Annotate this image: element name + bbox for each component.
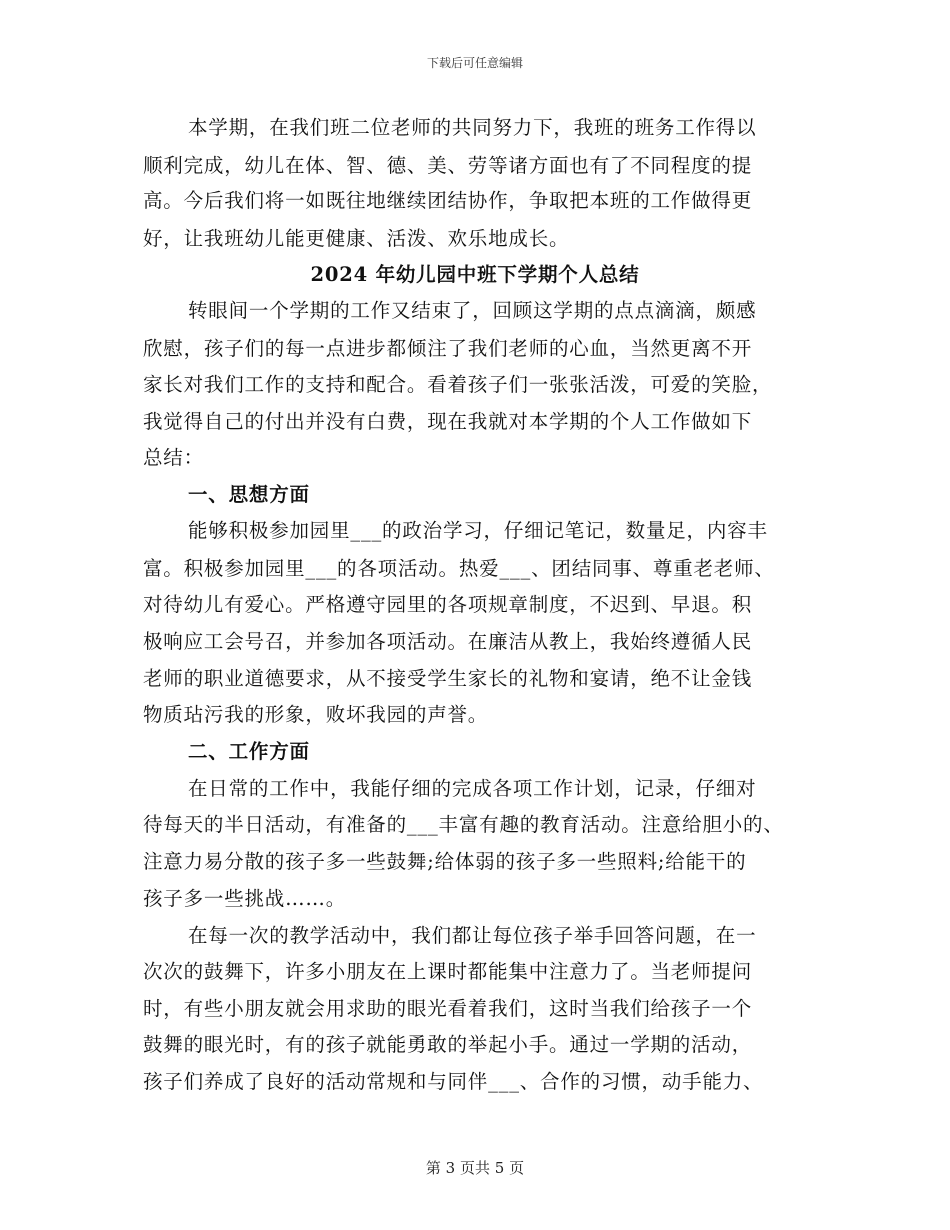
paragraph-line: 在每一次的教学活动中，我们都让每位孩子举手回答问题，在一: [188, 924, 757, 947]
section-title: 2024 年幼儿园中班下学期个人总结: [310, 263, 640, 286]
paragraph-line: 总结：: [143, 446, 204, 469]
paragraph-line: 孩子们养成了良好的活动常规和与同伴___、合作的习惯，动手能力、: [143, 1070, 764, 1093]
paragraph-line: 待每天的半日活动，有准备的___丰富有趣的教育活动。注意给胆小的、: [143, 813, 784, 836]
subsection-heading: 二、工作方面: [188, 740, 310, 763]
page-number: 第 3 页共 5 页: [425, 1159, 525, 1177]
paragraph-line: 次次的鼓舞下，许多小朋友在上课时都能集中注意力了。当老师提问: [143, 960, 753, 983]
paragraph-line: 孩子多一些挑战……。: [143, 887, 346, 910]
paragraph-line: 高。今后我们将一如既往地继续团结协作，争取把本班的工作做得更: [143, 189, 753, 212]
paragraph-line: 时，有些小朋友就会用求助的眼光看着我们，这时当我们给孩子一个: [143, 997, 753, 1020]
subsection-heading: 一、思想方面: [188, 483, 310, 506]
paragraph-line: 本学期，在我们班二位老师的共同努力下，我班的班务工作得以: [188, 116, 757, 139]
paragraph-line: 在日常的工作中，我能仔细的完成各项工作计划，记录，仔细对: [188, 777, 757, 800]
paragraph-line: 对待幼儿有爱心。严格遵守园里的各项规章制度，不迟到、早退。积: [143, 593, 753, 616]
paragraph-line: 好，让我班幼儿能更健康、活泼、欢乐地成长。: [143, 227, 570, 250]
paragraph-line: 家长对我们工作的支持和配合。看着孩子们一张张活泼，可爱的笑脸，: [143, 373, 773, 396]
page-header: 下载后可任意编辑: [426, 56, 523, 70]
paragraph-line: 顺利完成，幼儿在体、智、德、美、劳等诸方面也有了不同程度的提: [143, 154, 753, 177]
paragraph-line: 极响应工会号召，并参加各项活动。在廉洁从教上，我始终遵循人民: [143, 630, 753, 653]
paragraph-line: 鼓舞的眼光时，有的孩子就能勇敢的举起小手。通过一学期的活动，: [143, 1033, 753, 1056]
paragraph-line: 富。积极参加园里___的各项活动。热爱___、团结同事、尊重老老师、: [143, 557, 775, 580]
paragraph-line: 注意力易分散的孩子多一些鼓舞;给体弱的孩子多一些照料;给能干的: [143, 850, 747, 873]
paragraph-line: 转眼间一个学期的工作又结束了，回顾这学期的点点滴滴，颇感: [188, 299, 757, 322]
paragraph-line: 物质玷污我的形象，败坏我园的声誉。: [143, 703, 489, 726]
paragraph-line: 我觉得自己的付出并没有白费，现在我就对本学期的个人工作做如下: [143, 410, 753, 433]
paragraph-line: 欣慰，孩子们的每一点进步都倾注了我们老师的心血，当然更离不开: [143, 337, 753, 360]
paragraph-line: 老师的职业道德要求，从不接受学生家长的礼物和宴请，绝不让金钱: [143, 667, 753, 690]
paragraph-line: 能够积极参加园里___的政治学习，仔细记笔记，数量足，内容丰: [188, 519, 768, 542]
